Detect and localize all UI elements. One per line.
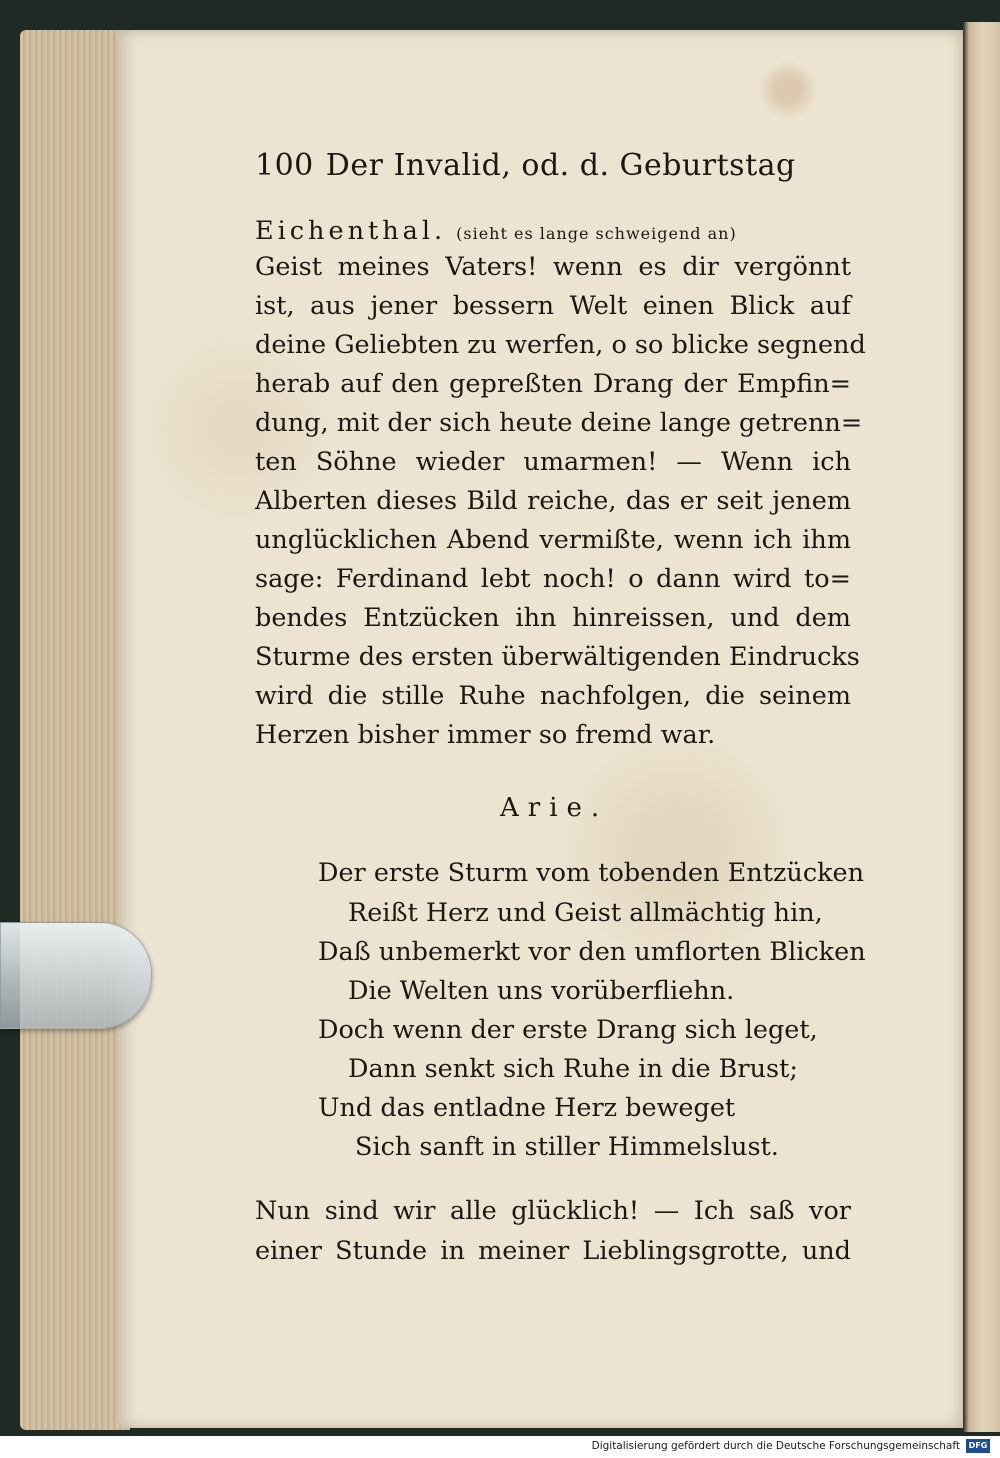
book-page-edges <box>20 30 130 1430</box>
verse-line: Die Welten uns vorüberfliehn. <box>348 976 735 1006</box>
running-title: Der Invalid, od. d. Geburtstag <box>325 148 796 183</box>
text-line: Sturme des ersten überwältigenden Eindrucks <box>255 642 860 672</box>
text-line: Nun sind wir alle glücklich! — Ich saß vor <box>255 1196 851 1226</box>
page-clip <box>0 922 152 1029</box>
funding-credit: Digitalisierung gefördert durch die Deutsche Forschungsgemeinschaft <box>591 1440 960 1452</box>
facing-page-edge <box>963 22 1000 1432</box>
page-number: 100 <box>255 148 314 183</box>
verse-line: Dann senkt sich Ruhe in die Brust; <box>348 1054 798 1084</box>
text-line: sage: Ferdinand lebt noch! o dann wird to= <box>255 564 851 594</box>
aria-heading: Arie. <box>500 793 609 823</box>
footer-bar <box>0 1436 1000 1458</box>
text-line: ten Söhne wieder umarmen! — Wenn ich <box>255 447 851 477</box>
text-line: herab auf den gepreßten Drang der Empfin= <box>255 369 851 399</box>
verse-line: Sich sanft in stiller Himmelslust. <box>355 1132 779 1162</box>
text-line: unglücklichen Abend vermißte, wenn ich ihm <box>255 525 851 555</box>
stage-direction: (sieht es lange schweigend an) <box>456 224 737 243</box>
text-line: einer Stunde in meiner Lieblingsgrotte, und <box>255 1236 851 1266</box>
verse-line: Und das entladne Herz beweget <box>318 1093 736 1123</box>
running-header <box>255 148 796 183</box>
text-line: dung, mit der sich heute deine lange getrenn= <box>255 408 863 438</box>
text-line: ist, aus jener bessern Welt einen Blick auf <box>255 291 851 321</box>
text-line: bendes Entzücken ihn hinreissen, und dem <box>255 603 851 633</box>
verse-line: Der erste Sturm vom tobenden Entzücken <box>318 858 865 888</box>
verse-line: Daß unbemerkt vor den umflorten Blicken <box>318 937 866 967</box>
text-line: wird die stille Ruhe nachfolgen, die seinem <box>255 681 851 711</box>
text-line-last: Herzen bisher immer so fremd war. <box>255 720 716 750</box>
speaker-name: Eichenthal. <box>255 216 447 246</box>
dfg-logo-icon: DFG <box>966 1439 990 1453</box>
text-line: deine Geliebten zu werfen, o so blicke segnend <box>255 330 866 360</box>
text-line: Alberten dieses Bild reiche, das er seit jenem <box>255 486 851 516</box>
verse-line: Reißt Herz und Geist allmächtig hin, <box>348 898 823 928</box>
verse-line: Doch wenn der erste Drang sich leget, <box>318 1015 818 1045</box>
speaker-line <box>255 216 851 249</box>
text-line: Geist meines Vaters! wenn es dir vergönnt <box>255 252 851 282</box>
